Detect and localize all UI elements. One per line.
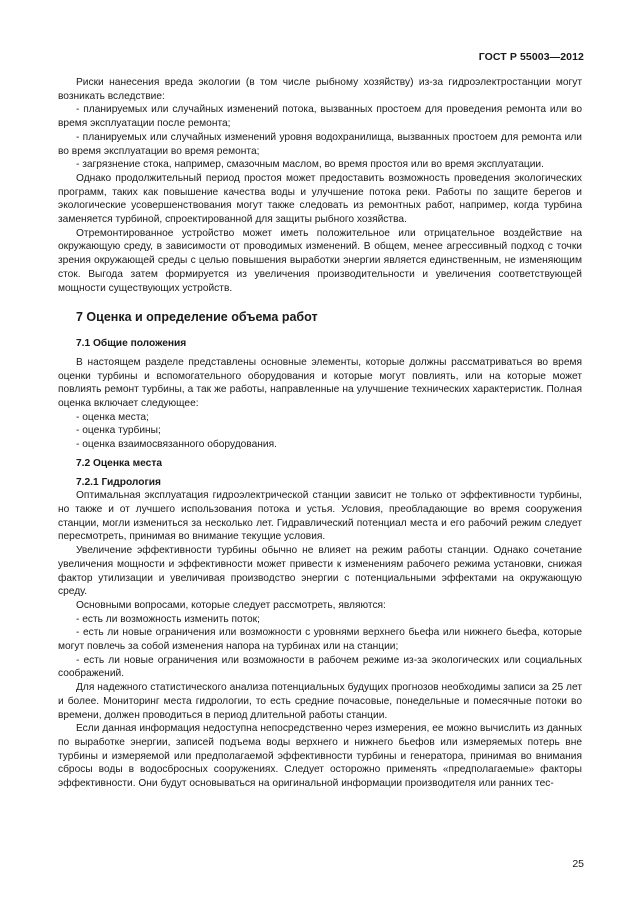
intro-paragraph: Риски нанесения вреда экологии (в том числе рыбному хозяйству) из-за гидроэлектростанции могут возникать вследствие: [58, 77, 582, 102]
page-content [58, 76, 582, 791]
page-number: 25 [572, 858, 584, 870]
paragraph: Отремонтированное устройство может иметь положительное или отрицательное воздействие на окружающую среду, в зависимости от проводимых изменений. В общем, менее агрессивный подход с точки зрения окружающей среды с целью повышения выработки энергии является единственным, не изменяющим сток. Выгода затем формируется из увеличения производительности и увеличения соответствующей мощности существующих устройств. [58, 227, 582, 294]
section-7-1-heading: 7.1 Общие положения [76, 338, 187, 350]
paragraph: Если данная информация недоступна непосредственно через измерения, ее можно вычислить из данных по выработке энергии, записей подъема воды верхнего и нижнего бьефов или измеряемых потерь вне турбины и измеряемой или предполагаемой эффективности турбины и генератора, принимая во внимания сбросы воды в водосбросных сооружениях. Следует осторожно применять «предполагаемые» факторы эффективности. Они будут основываться на оригинальной информации производителя или ранних тес- [58, 723, 582, 790]
section-7-2-1-heading: 7.2.1 Гидрология [76, 476, 161, 488]
paragraph: Основными вопросами, которые следует рассмотреть, являются: [76, 599, 386, 611]
paragraph: В настоящем разделе представлены основные элементы, которые должны рассматриваться во время оценки турбины и вспомогательного оборудования и которые могут повлиять, или на которые может повлиять ремонт турбины, а так же работы, направленные на улучшение технических характеристик. Полная оценка включает следующее: [58, 356, 582, 410]
list-item: - оценка места; [76, 411, 149, 423]
paragraph: Однако продолжительный период простоя может предоставить возможность проведения экологических программ, таких как повышение качества воды и улучшение потока реки. Работы по защите берегов и экологические усовершенствования могут также следовать из ремонтных работ, например, когда турбина заменяется турбиной, спроектированной для защиты рыбного хозяйства. [58, 172, 582, 226]
list-item: - есть ли возможность изменить поток; [76, 613, 260, 625]
standard-header: ГОСТ Р 55003—2012 [478, 51, 584, 63]
list-item: - планируемых или случайных изменений уровня водохранилища, вызванных простоем для ремонта или во время эксплуатации во время ремонта; [58, 131, 582, 157]
paragraph: Увеличение эффективности турбины обычно не влияет на режим работы станции. Однако сочетание увеличения мощности и эффективности может привести к изменениям рабочего режима установки, снижая фактор утилизации и увеличивая производство энергии с потенциальными эффектами на окружающую среду. [58, 545, 582, 598]
list-item: - есть ли новые ограничения или возможности с уровнями верхнего бьефа или нижнего бьефа, которые могут повлечь за собой изменения напора на турбинах или на станции; [58, 627, 582, 653]
paragraph: Оптимальная эксплуатация гидроэлектрической станции зависит не только от эффективности турбины, но также и от лучшего использования потока и устья. Условия, преобладающие во время сооружения станции, могли измениться за несколько лет. Гидравлический потенциал места и его рабочий режим следует пересмотреть, принимая во внимание текущие условия. [58, 490, 582, 543]
section-7-heading: 7 Оценка и определение объема работ [76, 310, 318, 325]
list-item: - оценка турбины; [76, 425, 161, 437]
list-item: - планируемых или случайных изменений потока, вызванных простоем для проведения ремонта или во время эксплуатации после ремонта; [58, 104, 582, 130]
list-item: - есть ли новые ограничения или возможности в рабочем режиме из-за экологических или социальных соображений. [58, 654, 582, 680]
section-7-2-heading: 7.2 Оценка места [76, 457, 162, 469]
list-item: - загрязнение стока, например, смазочным маслом, во время простоя или во время эксплуатации. [76, 159, 544, 171]
list-item: - оценка взаимосвязанного оборудования. [76, 439, 277, 451]
paragraph: Для надежного статистического анализа потенциальных будущих прогнозов необходимы записи за 25 лет и более. Мониторинг места гидрологии, то есть средние почасовые, понедельные и помесячные потоки во времени, должен проводиться в период длительной работы станции. [58, 682, 582, 721]
